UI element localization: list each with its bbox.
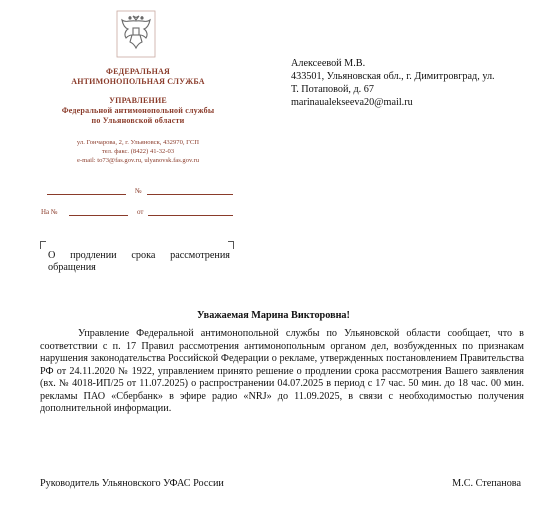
org-address: ул. Гончарова, 2, г. Ульяновск, 432970, ГСП [76, 139, 200, 146]
dept-line-2: Федеральной антимонопольной службы [61, 106, 215, 115]
org-line-1: ФЕДЕРАЛЬНАЯ [106, 67, 170, 76]
in-reply-label: На № [41, 208, 58, 216]
addressee-address-line-2: Т. Потаповой, д. 67 [291, 84, 374, 95]
number-sign: № [135, 187, 142, 195]
org-line-2: АНТИМОНОПОЛЬНАЯ СЛУЖБА [71, 77, 205, 86]
russian-coat-of-arms-icon [116, 10, 156, 58]
org-email-web: e-mail: to73@fas.gov.ru, ulyanovsk.fas.gov.ru [76, 157, 200, 164]
addressee-block [291, 57, 541, 109]
addressee-email: marinaualekseeva20@mail.ru [291, 97, 413, 108]
subject-corner-left [40, 241, 46, 249]
dept-line-1: УПРАВЛЕНИЕ [109, 96, 167, 105]
in-reply-date-line [148, 215, 233, 216]
department-name [38, 96, 238, 126]
addressee-address-line-1: 433501, Ульяновская обл., г. Димитровград, ул. [291, 71, 495, 82]
outgoing-number-line [147, 194, 233, 195]
signer-position: Руководитель Ульяновского УФАС России [40, 478, 224, 489]
dept-line-3: по Ульяновской области [91, 116, 185, 125]
in-reply-number-line [69, 215, 128, 216]
org-phone: тел. факс. (8422) 41-32-03 [101, 148, 175, 155]
subject-corner-right [228, 241, 234, 249]
org-contacts [38, 138, 238, 165]
from-label: от [137, 208, 144, 216]
addressee-name: Алексеевой М.В. [291, 58, 366, 69]
letter-body: Управление Федеральной антимонопольной службы по Ульяновской области сообщает, что в соответствии с п. 17 Правил рассмотрения антимонопольным органом дел, возбужденных по признакам нарушения законодательства Российской Федерации о рекламе, утвержденных постановлением Правительства РФ от 24.11.2020 № 1922, управлением принято решение о продлении срока рассмотрения Вашего заявления (вх. № 4018-ИП/25 от 11.07.2025) о распространении 04.07.2025 в период с 17 час. 50 мин. до 18 час. 00 мин. рекламы ПАО «Сбербанк» в эфире радио «NRJ» до 11.09.2025, в связи с необходимостью получения дополнительной информации. [40, 328, 524, 414]
letter-greeting: Уважаемая Марина Викторовна! [197, 310, 350, 321]
signer-name: М.С. Степанова [452, 478, 521, 489]
outgoing-date-line [47, 194, 126, 195]
letter-subject: О продлении срока рассмотрения обращения [48, 250, 230, 273]
organization-name [38, 67, 238, 87]
